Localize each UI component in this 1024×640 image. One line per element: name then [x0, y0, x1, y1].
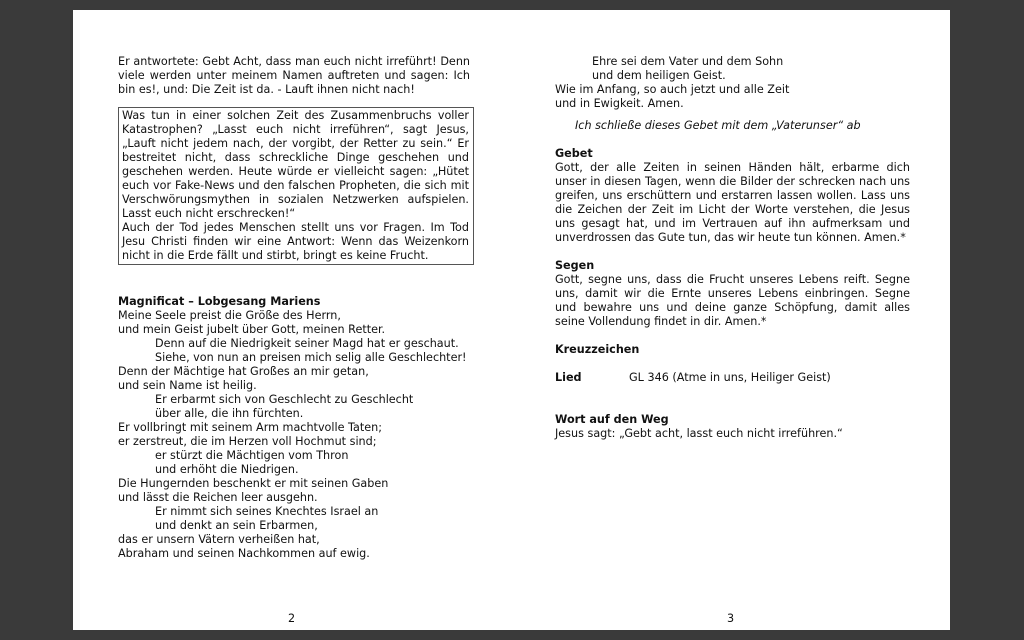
- text-line: Denn auf die Niedrigkeit seiner Magd hat er geschaut.: [155, 337, 459, 350]
- page-number-left: 2: [288, 612, 296, 625]
- wort-text: Jesus sagt: „Gebt acht, lasst euch nicht irreführen.“: [555, 427, 843, 440]
- doxology-text: [555, 55, 910, 111]
- text-line: Er erbarmt sich von Geschlecht zu Geschlecht: [155, 393, 414, 406]
- document-page: [73, 10, 950, 630]
- text-line: er stürzt die Mächtigen vom Thron: [155, 449, 349, 462]
- kreuzzeichen-title: Kreuzzeichen: [555, 343, 640, 356]
- text-line: Die Hungernden beschenkt er mit seinen Gaben: [118, 477, 389, 490]
- text-line: Siehe, von nun an preisen mich selig alle Geschlechter!: [155, 351, 467, 364]
- left-column: [118, 55, 470, 561]
- text-line: er zerstreut, die im Herzen voll Hochmut sind;: [118, 435, 377, 448]
- lied-row: [555, 371, 910, 385]
- text-line: und dem heiligen Geist.: [592, 69, 726, 82]
- page-number-right: 3: [727, 612, 735, 625]
- magnificat-text: [118, 309, 470, 561]
- text-line: Meine Seele preist die Größe des Herrn,: [118, 309, 341, 322]
- text-line: Denn der Mächtige hat Großes an mir getan,: [118, 365, 369, 378]
- text-line: und mein Geist jubelt über Gott, meinen Retter.: [118, 323, 386, 336]
- segen-title: Segen: [555, 259, 595, 272]
- text-line: Ehre sei dem Vater und dem Sohn: [592, 55, 784, 68]
- reflection-paragraph-1: Was tun in einer solchen Zeit des Zusammenbruchs voller Katastrophen? „Lasst euch nicht irreführen“, sagt Jesus, „Lauft nicht jedem nach, der vorgibt, der Retter zu sein.“ Er bestreitet nicht, dass schreckliche Dinge geschehen und geschehen werden. Heute würde er vielleicht sagen: „Hütet euch vor Fake-News und den falschen Propheten, die sich mit Verschwörungsmythen in sozialen Netzwerken aufspielen. Lasst euch nicht erschrecken!“: [122, 109, 469, 220]
- reflection-box: [118, 107, 474, 265]
- text-line: und denkt an sein Erbarmen,: [155, 519, 318, 532]
- segen-text: Gott, segne uns, dass die Frucht unseres Lebens reift. Segne uns, damit wir die Ernte unseres Lebens einbringen. Segne und bewahre uns und deine ganze Schöpfung, damit alles seine Vollendung findet in dir. Amen.*: [555, 273, 910, 328]
- text-line: Wie im Anfang, so auch jetzt und alle Zeit: [555, 83, 790, 96]
- reflection-paragraph-2: Auch der Tod jedes Menschen stellt uns vor Fragen. Im Tod Jesu Christi finden wir eine Antwort: Wenn das Weizenkorn nicht in die Erde fällt und stirbt, bringt es keine Frucht.: [122, 221, 469, 262]
- text-line: und sein Name ist heilig.: [118, 379, 257, 392]
- gebet-text: Gott, der alle Zeiten in seinen Händen hält, erbarme dich unser in diesen Tagen, wenn die Bilder der schrecken nach uns greifen, uns erschüttern und erstarren lassen wollen. Lass uns die Zeichen der Zeit im Licht der Worte verstehen, die Jesus uns gesagt hat, und im Vertrauen auf ihn aufmerksam und unverdrossen das Gute tun, das wir heute tun können. Amen.*: [555, 161, 910, 244]
- text-line: Er nimmt sich seines Knechtes Israel an: [155, 505, 379, 518]
- text-line: Er vollbringt mit seinem Arm machtvolle Taten;: [118, 421, 383, 434]
- text-line: und in Ewigkeit. Amen.: [555, 97, 684, 110]
- gebet-title: Gebet: [555, 147, 593, 160]
- text-line: Abraham und seinen Nachkommen auf ewig.: [118, 547, 370, 560]
- text-line: das er unsern Vätern verheißen hat,: [118, 533, 320, 546]
- text-line: über alle, die ihn fürchten.: [155, 407, 304, 420]
- intro-paragraph: Er antwortete: Gebt Acht, dass man euch nicht irreführt! Denn viele werden unter meinem Namen auftreten und sagen: Ich bin es!, und: Die Zeit ist da. - Lauft ihnen nicht nach!: [118, 55, 470, 96]
- vaterunser-note: Ich schließe dieses Gebet mit dem „Vaterunser“ ab: [575, 119, 861, 132]
- text-line: und lässt die Reichen leer ausgehn.: [118, 491, 318, 504]
- right-column: [555, 55, 910, 441]
- wort-title: Wort auf den Weg: [555, 413, 669, 426]
- magnificat-title: Magnificat – Lobgesang Mariens: [118, 295, 321, 308]
- lied-label: Lied: [555, 371, 582, 384]
- text-line: und erhöht die Niedrigen.: [155, 463, 299, 476]
- lied-text: GL 346 (Atme in uns, Heiliger Geist): [629, 371, 831, 384]
